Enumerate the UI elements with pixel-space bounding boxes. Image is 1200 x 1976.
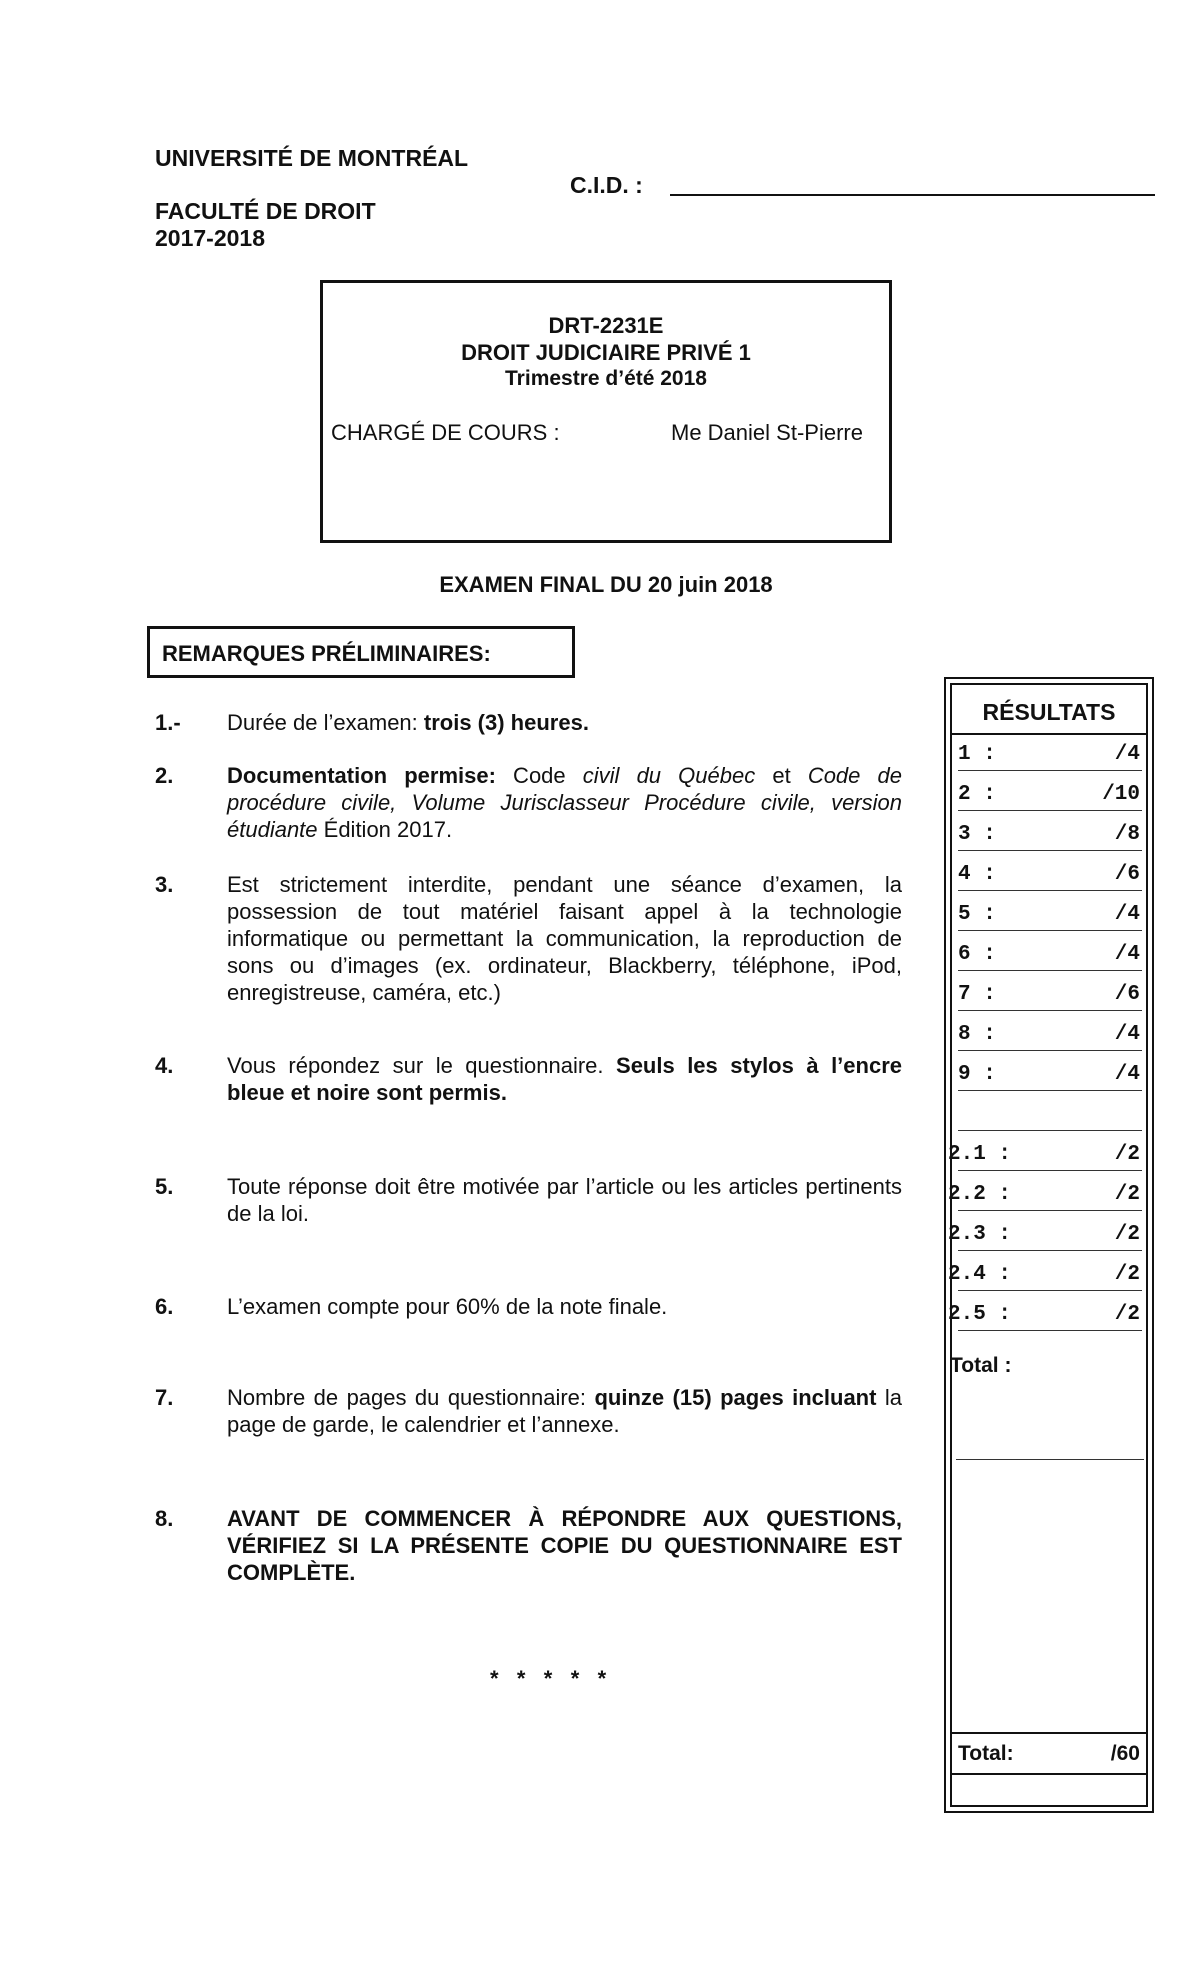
item-text-segment: trois (3) heures. bbox=[423, 710, 589, 735]
item-text-segment: civil du Québec bbox=[582, 763, 756, 788]
results-row-label: 2.1 : bbox=[948, 1143, 1012, 1166]
results-row[interactable] bbox=[958, 1020, 1142, 1051]
results-row-value: /2 bbox=[1114, 1303, 1140, 1326]
item-text bbox=[227, 709, 902, 736]
item-text-segment: et bbox=[755, 763, 808, 788]
item-number: 2. bbox=[155, 763, 174, 788]
item-number: 8. bbox=[155, 1506, 174, 1531]
results-row-value: /6 bbox=[1114, 863, 1140, 886]
results-row-value: /4 bbox=[1114, 1023, 1140, 1046]
results-row-label: 3 : bbox=[958, 823, 996, 846]
item-text bbox=[227, 1173, 902, 1227]
final-total-label: Total: bbox=[958, 1742, 1014, 1765]
results-row-value: /8 bbox=[1114, 823, 1140, 846]
item-text-segment: Édition 2017. bbox=[317, 817, 453, 842]
item-number: 7. bbox=[155, 1385, 174, 1410]
results-row[interactable] bbox=[958, 940, 1142, 971]
item-text-segment: Seuls les stylos à l’encre bleue et noire sont permis. bbox=[227, 1053, 902, 1105]
item-text-segment: Code bbox=[495, 763, 583, 788]
item-text-segment: Est strictement interdite, pendant une séance d’examen, la possession de tout matériel faisant appel à la technologie informatique ou permettant la communication, la reproduction de sons ou d’images (ex. ordinateur, Blackberry, téléphone, iPod, enregistreuse, caméra, etc.) bbox=[227, 872, 902, 1005]
results-row[interactable] bbox=[958, 740, 1142, 771]
results-row-label: 8 : bbox=[958, 1023, 996, 1046]
remarks-title-box bbox=[147, 626, 575, 678]
lecturer-name: Me Daniel St-Pierre bbox=[671, 420, 863, 445]
results-row-value: /4 bbox=[1114, 1063, 1140, 1086]
academic-year: 2017-2018 bbox=[155, 225, 265, 251]
results-row[interactable] bbox=[958, 860, 1142, 891]
results-row-label: 6 : bbox=[958, 943, 996, 966]
results-row[interactable] bbox=[948, 1180, 1142, 1211]
results-row[interactable] bbox=[958, 820, 1142, 851]
item-number: 3. bbox=[155, 872, 174, 897]
item-text bbox=[227, 1052, 902, 1106]
results-row-label: 4 : bbox=[958, 863, 996, 886]
results-row-value: /2 bbox=[1114, 1183, 1140, 1206]
results-row-label: 2 : bbox=[958, 783, 996, 806]
results-row[interactable] bbox=[948, 1300, 1142, 1331]
remarks-title: REMARQUES PRÉLIMINAIRES: bbox=[162, 641, 491, 666]
results-title: RÉSULTATS bbox=[982, 699, 1116, 725]
results-row-label: 2.2 : bbox=[948, 1183, 1012, 1206]
final-total-value: /60 bbox=[1110, 1742, 1140, 1765]
university-name: UNIVERSITÉ DE MONTRÉAL bbox=[155, 145, 469, 171]
final-total-top-divider bbox=[952, 1732, 1146, 1734]
results-total-label: Total : bbox=[950, 1354, 1012, 1377]
item-text-segment: quinze (15) pages incluant bbox=[594, 1385, 877, 1410]
results-row[interactable] bbox=[958, 1060, 1142, 1091]
faculty-name: FACULTÉ DE DROIT bbox=[155, 198, 376, 224]
item-text-segment: Durée de l’examen: bbox=[227, 710, 424, 735]
results-row[interactable] bbox=[948, 1140, 1142, 1171]
final-total-bottom-divider bbox=[952, 1773, 1146, 1775]
results-row-value: /10 bbox=[1102, 783, 1140, 806]
results-row-label: 1 : bbox=[958, 743, 996, 766]
item-number: 1.- bbox=[155, 710, 181, 735]
item-text-segment: Code de procédure civile, Volume Jurisclasseur Procédure civile, version étudiante bbox=[227, 763, 902, 842]
results-row-label: 2.5 : bbox=[948, 1303, 1012, 1326]
course-code: DRT-2231E bbox=[548, 313, 664, 338]
course-term: Trimestre d’été 2018 bbox=[505, 367, 707, 390]
results-row-label: 5 : bbox=[958, 903, 996, 926]
results-row[interactable] bbox=[948, 1220, 1142, 1251]
item-text-segment: Nombre de pages du questionnaire: bbox=[227, 1385, 595, 1410]
item-text bbox=[227, 1384, 902, 1438]
item-text-segment: Documentation permise: bbox=[227, 763, 496, 788]
results-inner-frame bbox=[950, 683, 1148, 1807]
results-row-value: /4 bbox=[1114, 903, 1140, 926]
cid-label: C.I.D. : bbox=[570, 172, 643, 198]
results-blank-row bbox=[958, 1100, 1142, 1131]
item-number: 6. bbox=[155, 1294, 174, 1319]
results-row-value: /4 bbox=[1114, 743, 1140, 766]
course-title: DROIT JUDICIAIRE PRIVÉ 1 bbox=[461, 340, 751, 365]
item-text-segment: L’examen compte pour 60% de la note finale. bbox=[227, 1294, 668, 1319]
item-text-segment: Toute réponse doit être motivée par l’article ou les articles pertinents de la loi. bbox=[227, 1174, 902, 1226]
results-row-value: /6 bbox=[1114, 983, 1140, 1006]
results-row[interactable] bbox=[958, 900, 1142, 931]
results-row[interactable] bbox=[958, 780, 1142, 811]
item-text bbox=[227, 1293, 902, 1320]
results-row-value: /2 bbox=[1114, 1143, 1140, 1166]
results-row-label: 2.3 : bbox=[948, 1223, 1012, 1246]
results-row-value: /4 bbox=[1114, 943, 1140, 966]
results-row-value: /2 bbox=[1114, 1263, 1140, 1286]
results-row-value: /2 bbox=[1114, 1223, 1140, 1246]
results-row-label: 7 : bbox=[958, 983, 996, 1006]
results-row-label: 2.4 : bbox=[948, 1263, 1012, 1286]
results-title-divider bbox=[952, 733, 1146, 735]
item-text-segment: AVANT DE COMMENCER À RÉPONDRE AUX QUESTIONS, VÉRIFIEZ SI LA PRÉSENTE COPIE DU QUESTIONNAIRE EST COMPLÈTE. bbox=[227, 1506, 902, 1585]
course-info-box bbox=[320, 280, 892, 543]
item-text bbox=[227, 762, 902, 843]
results-row[interactable] bbox=[958, 980, 1142, 1011]
item-text bbox=[227, 871, 902, 1006]
lecturer-label: CHARGÉ DE COURS : bbox=[331, 420, 560, 445]
item-text-segment: la page de garde, le calendrier et l’annexe. bbox=[227, 1385, 902, 1437]
item-number: 5. bbox=[155, 1174, 174, 1199]
results-table bbox=[944, 677, 1154, 1813]
item-number: 4. bbox=[155, 1053, 174, 1078]
results-row-label: 9 : bbox=[958, 1063, 996, 1086]
results-row[interactable] bbox=[948, 1260, 1142, 1291]
item-text bbox=[227, 1505, 902, 1586]
exam-title: EXAMEN FINAL DU 20 juin 2018 bbox=[439, 572, 773, 597]
cid-input-line[interactable] bbox=[670, 194, 1155, 196]
results-total-line[interactable] bbox=[956, 1459, 1144, 1460]
separator-stars: * * * * * bbox=[490, 1666, 607, 1691]
item-text-segment: Vous répondez sur le questionnaire. bbox=[227, 1053, 617, 1078]
